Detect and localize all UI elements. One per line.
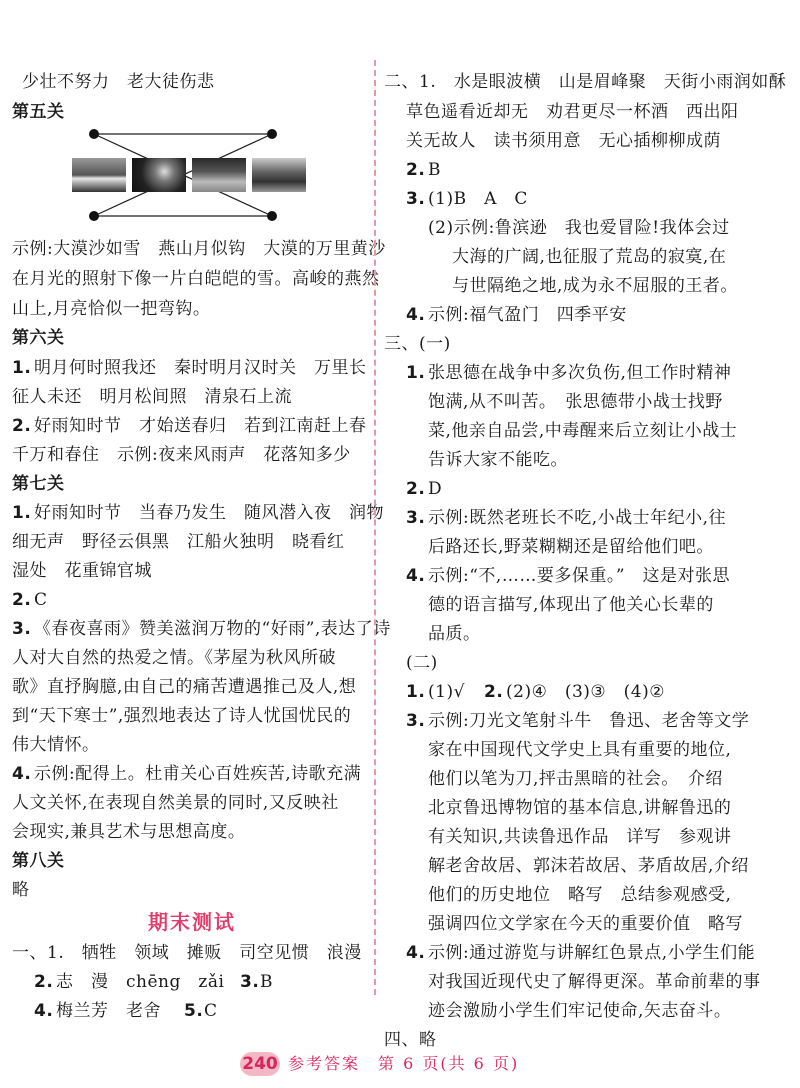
answer-line: (2)④ (3)③ (4)②	[506, 682, 665, 702]
section-heading: 第六关	[12, 328, 65, 348]
answer-line: 征人未还 明月松间照 清泉石上流	[12, 387, 292, 407]
answer-line: 有关知识,共读鲁迅作品 详写 参观讲	[428, 827, 732, 847]
item-number: 4.	[406, 305, 426, 325]
item-number: 3.	[406, 711, 426, 731]
item-number: 2.	[484, 682, 504, 702]
item-number: 2.	[406, 160, 426, 180]
item-number: 3.	[12, 619, 32, 639]
answer-line: 人文关怀,在表现自然美景的同时,又反映社	[12, 793, 339, 813]
item-number: 4.	[406, 943, 426, 963]
item-number: 2.	[12, 416, 32, 436]
match-dot	[267, 211, 277, 221]
moon-photo	[132, 158, 186, 192]
section-heading: 第七关	[12, 474, 65, 494]
match-dot	[89, 211, 99, 221]
answer-line: 千万和春住 示例:夜来风雨声 花落知多少	[12, 445, 351, 465]
answer-line: C	[204, 1001, 218, 1021]
item-number: 1.	[406, 682, 426, 702]
answer-line: 人对大自然的热爱之情。《茅屋为秋风所破	[12, 648, 336, 668]
answer-line: 到“天下寒士”,强烈地表达了诗人忧国忧民的	[12, 706, 352, 726]
page-number-badge: 240	[240, 1052, 280, 1076]
match-dot	[89, 129, 99, 139]
answer-line: 伟大情怀。	[12, 735, 100, 755]
item-number: 2.	[34, 972, 54, 992]
item-number: 2.	[12, 590, 32, 610]
item-number: 3.	[240, 972, 260, 992]
answer-line: 略	[12, 880, 30, 900]
section-heading: 第八关	[12, 851, 65, 871]
matching-figure	[82, 124, 312, 224]
item-number: 4.	[406, 566, 426, 586]
answer-line: 北京鲁迅博物馆的基本信息,讲解鲁迅的	[428, 798, 732, 818]
answer-line: 在月光的照射下像一片白皑皑的雪。高峻的燕然	[12, 269, 380, 289]
answer-line: 对我国近现代史了解得更深。革命前辈的事	[428, 972, 761, 992]
answer-line: 大海的广阔,也征服了荒岛的寂寞,在	[452, 247, 727, 267]
answer-line: 少壮不努力 老大徒伤悲	[22, 72, 215, 92]
answer-line: (1)√	[428, 682, 465, 702]
answer-line: 他们的历史地位 略写 总结参观感受,	[428, 885, 732, 905]
answer-line: 告诉大家不能吃。	[428, 450, 568, 470]
page-footer	[0, 1052, 800, 1076]
answer-line: 梅兰芳 老舍	[56, 1001, 161, 1021]
answer-line: 细无声 野径云俱黑 江船火独明 晓看红	[12, 532, 345, 552]
answer-line: 歌》直抒胸臆,由自己的痛苦遭遇推己及人,想	[12, 677, 357, 697]
answer-line: 饱满,从不叫苦。 张思德带小战士找野	[428, 392, 723, 412]
answer-line: 《春夜喜雨》赞美滋润万物的“好雨”,表达了诗	[34, 619, 391, 639]
section-heading: 第五关	[12, 102, 65, 122]
answer-line: 与世隔绝之地,成为永不屈服的王者。	[452, 276, 738, 296]
answer-line: 三、(一)	[384, 334, 451, 354]
answer-line: D	[428, 479, 443, 499]
answer-line: 解老舍故居、郭沫若故居、茅盾故居,介绍	[428, 856, 749, 876]
answer-line: (2)示例:鲁滨逊 我也爱冒险!我体会过	[428, 218, 730, 238]
answer-line: (二)	[406, 653, 438, 673]
item-number: 4.	[12, 764, 32, 784]
mountain-photo	[252, 158, 306, 192]
answer-line: 后路还长,野菜糊糊还是留给他们吧。	[428, 537, 714, 557]
item-number: 4.	[34, 1001, 54, 1021]
item-number: 1.	[406, 363, 426, 383]
answer-line: 示例:通过游览与讲解红色景点,小学生们能	[428, 943, 756, 963]
column-divider	[374, 60, 376, 995]
answer-line: B	[260, 972, 273, 992]
answer-line: 示例:福气盈门 四季平安	[428, 305, 627, 325]
answer-line: C	[34, 590, 48, 610]
match-dot	[267, 129, 277, 139]
answer-line: 品质。	[428, 624, 481, 644]
answer-line: 草色遥看近却无 劝君更尽一杯酒 西出阳	[406, 102, 739, 122]
answer-line: 关无故人 读书须用意 无心插柳柳成荫	[406, 131, 721, 151]
item-number: 3.	[406, 508, 426, 528]
answer-line: 他们以笔为刀,抨击黑暗的社会。 介绍	[428, 769, 723, 789]
answer-line: 好雨知时节 当春乃发生 随风潜入夜 润物	[34, 503, 384, 523]
item-number: 2.	[406, 479, 426, 499]
answer-line: B	[428, 160, 441, 180]
answer-line: 山上,月亮恰似一把弯钩。	[12, 299, 211, 319]
answer-line: 迹会激励小学生们牢记使命,矢志奋斗。	[428, 1001, 732, 1021]
desert-photo	[72, 158, 126, 192]
final-test-title: 期末测试	[148, 910, 236, 934]
answer-line: 一、1. 牺牲 领域 摊贩 司空见惯 浪漫	[12, 943, 362, 963]
answer-line: 明月何时照我还 秦时明月汉时关 万里长	[34, 358, 367, 378]
answer-line: 示例:刀光文笔射斗牛 鲁迅、老舍等文学	[428, 711, 750, 731]
item-number: 3.	[406, 189, 426, 209]
page-label: 参考答案 第 6 页(共 6 页)	[288, 1054, 520, 1073]
answer-line: 四、略	[384, 1030, 437, 1050]
answer-line: 德的语言描写,体现出了他关心长辈的	[428, 595, 714, 615]
answer-line: 二、1. 水是眼波横 山是眉峰聚 天街小雨润如酥	[384, 72, 787, 92]
answer-line: 示例:“不,……要多保重。” 这是对张思	[428, 566, 731, 586]
answer-line: 强调四位文学家在今天的重要价值 略写	[428, 914, 743, 934]
answer-line: 家在中国现代文学史上具有重要的地位,	[428, 740, 732, 760]
answer-line: 示例:配得上。杜甫关心百姓疾苦,诗歌充满	[34, 764, 362, 784]
answer-line: 张思德在战争中多次负伤,但工作时精神	[428, 363, 732, 383]
answer-line: 示例:大漠沙如雪 燕山月似钩 大漠的万里黄沙	[12, 239, 386, 259]
item-number: 1.	[12, 358, 32, 378]
answer-line: 志 漫 chēng zǎi	[56, 972, 225, 992]
answer-line: (1)B A C	[428, 189, 528, 209]
answer-line: 示例:既然老班长不吃,小战士年纪小,往	[428, 508, 727, 528]
snow-trees-photo	[192, 158, 246, 192]
answer-line: 菜,他亲自品尝,中毒醒来后立刻让小战士	[428, 421, 738, 441]
answer-line: 好雨知时节 才始送春归 若到江南赶上春	[34, 416, 367, 436]
answer-line: 会现实,兼具艺术与思想高度。	[12, 822, 246, 842]
item-number: 5.	[184, 1001, 204, 1021]
item-number: 1.	[12, 503, 32, 523]
answer-line: 湿处 花重锦官城	[12, 561, 152, 581]
